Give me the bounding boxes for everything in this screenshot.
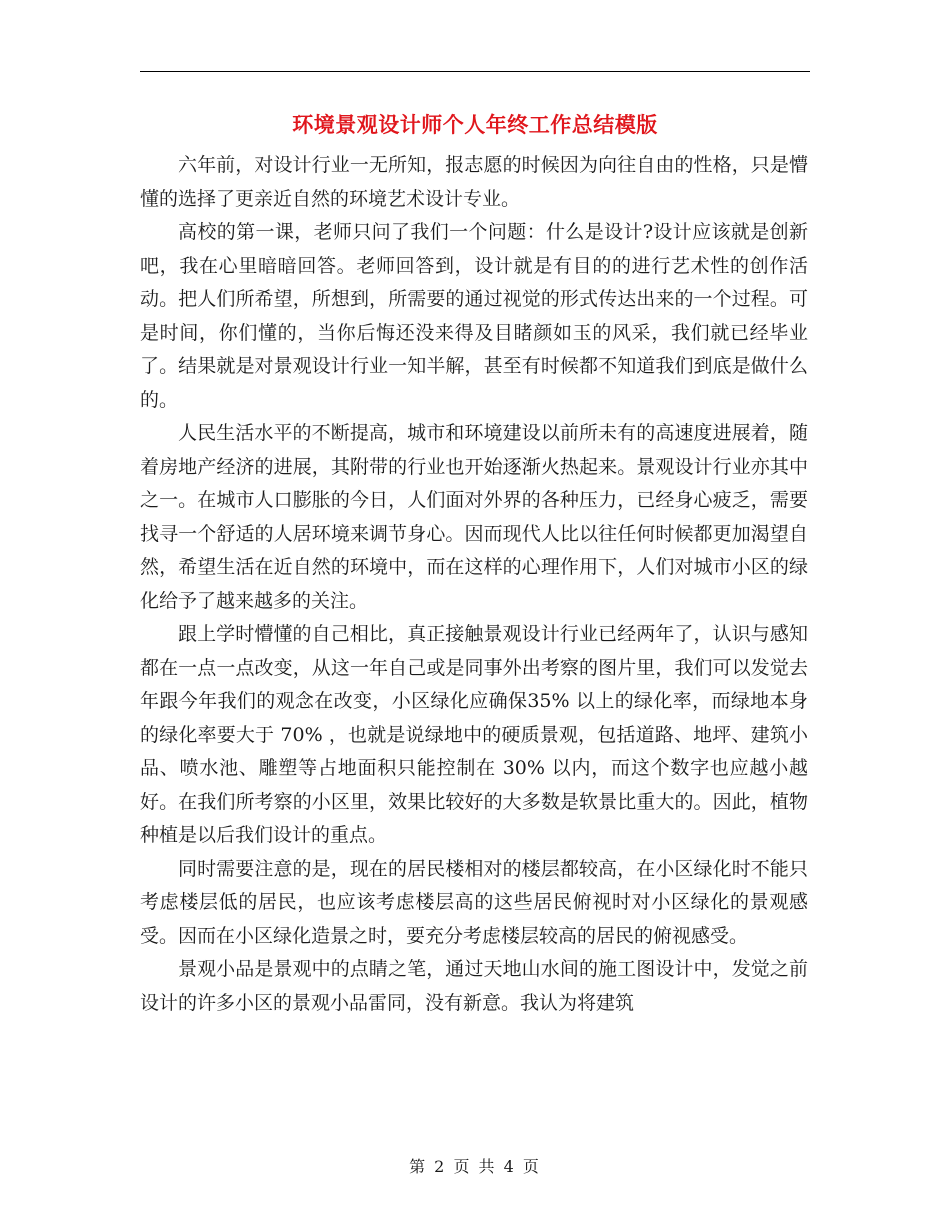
paragraph: 跟上学时懵懂的自己相比，真正接触景观设计行业已经两年了，认识与感知都在一点一点改变，从这一年自己或是同事外出考察的图片里，我们可以发觉去年跟今年我们的观念在改变，小区绿化应确保35% 以上的绿化率，而绿地本身的绿化率要大于 70% ，也就是说绿地中的硬质景观，包括道路、地坪、建筑小品、喷水池、雕塑等占地面积只能控制在 30% 以内，而这个数字也应越小越好。在我们所考察的小区里，效果比较好的大多数是软景比重大的。因此，植物种植是以后我们设计的重点。 [140, 623, 808, 846]
page-number: 第 2 页 共 4 页 [409, 1157, 541, 1176]
header-rule [140, 71, 810, 72]
paragraph: 六年前，对设计行业一无所知，报志愿的时候因为向往自由的性格，只是懵懂的选择了更亲近自然的环境艺术设计专业。 [140, 154, 808, 210]
document-body [140, 149, 808, 1020]
paragraph: 人民生活水平的不断提高，城市和环境建设以前所未有的高速度进展着，随着房地产经济的进展，其附带的行业也开始逐渐火热起来。景观设计行业亦其中之一。在城市人口膨胀的今日，人们面对外界的各种压力，已经身心疲乏，需要找寻一个舒适的人居环境来调节身心。因而现代人比以往任何时候都更加渴望自然，希望生活在近自然的环境中，而在这样的心理作用下，人们对城市小区的绿化给予了越来越多的关注。 [140, 422, 808, 612]
paragraph: 高校的第一课，老师只问了我们一个问题：什么是设计?设计应该就是创新吧，我在心里暗暗回答。老师回答到，设计就是有目的的进行艺术性的创作活动。把人们所希望，所想到，所需要的通过视觉的形式传达出来的一个过程。可是时间，你们懂的，当你后悔还没来得及目睹颜如玉的风采，我们就已经毕业了。结果就是对景观设计行业一知半解，甚至有时候都不知道我们到底是做什么的。 [140, 221, 808, 411]
paragraph: 景观小品是景观中的点睛之笔，通过天地山水间的施工图设计中，发觉之前设计的许多小区的景观小品雷同，没有新意。我认为将建筑 [140, 958, 808, 1014]
document-title: 环境景观设计师个人年终工作总结模版 [292, 112, 658, 137]
paragraph: 同时需要注意的是，现在的居民楼相对的楼层都较高，在小区绿化时不能只考虑楼层低的居民，也应该考虑楼层高的这些居民俯视时对小区绿化的景观感受。因而在小区绿化造景之时，要充分考虑楼层较高的居民的俯视感受。 [140, 857, 808, 947]
